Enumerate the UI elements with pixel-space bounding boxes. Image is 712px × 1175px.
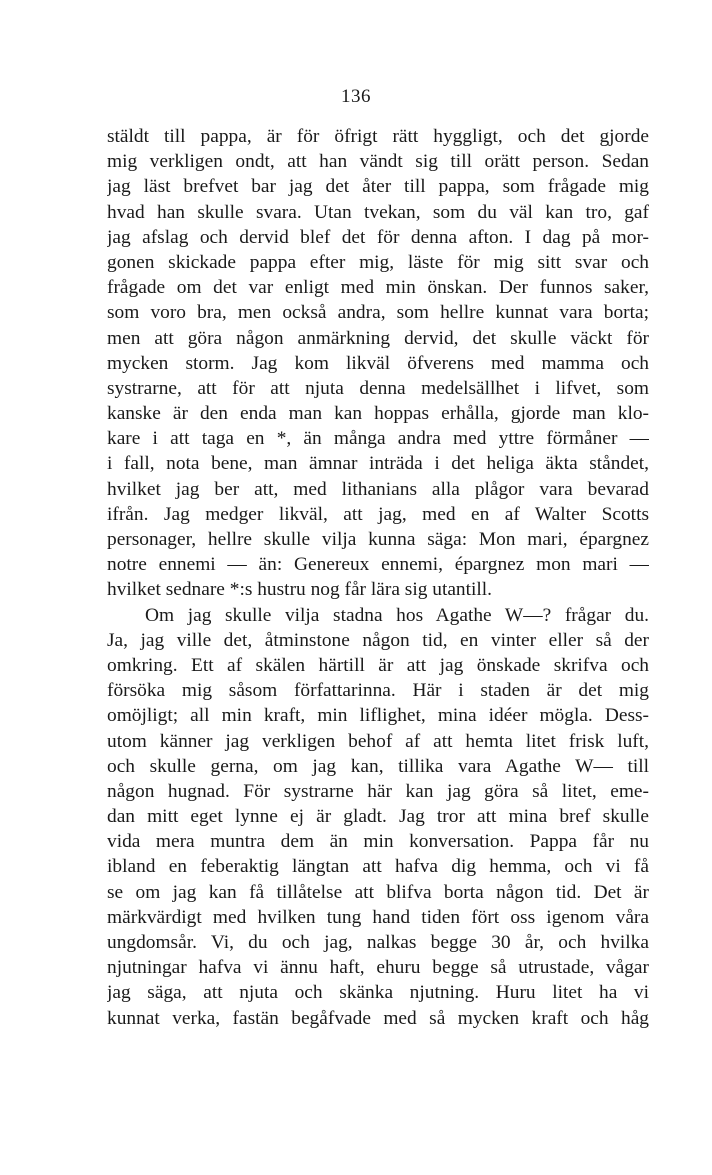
text-line: försöka mig såsom författarinna. Här i staden är det mig	[107, 680, 649, 702]
text-line: Om jag skulle vilja stadna hos Agathe W—? frågar du.	[145, 604, 649, 626]
text-line: men att göra någon anmärkning dervid, det skulle väckt för	[107, 327, 649, 349]
text-line: jag afslag och dervid blef det för denna afton. I dag på mor-	[107, 226, 649, 248]
text-line: se om jag kan få tillåtelse att blifva borta någon tid. Det är	[107, 881, 649, 903]
text-line: ungdomsår. Vi, du och jag, nalkas begge 30 år, och hvilka	[107, 932, 649, 953]
text-line: dan mitt eget lynne ej är gladt. Jag tror att mina bref skulle	[107, 806, 649, 828]
text-line: omkring. Ett af skälen härtill är att jag önskade skrifva och	[107, 654, 649, 676]
text-line: ifrån. Jag medger likväl, att jag, med en af Walter Scotts	[107, 503, 649, 525]
text-line: mycken storm. Jag kom likväl öfverens med mamma och	[107, 352, 649, 374]
text-line: hvad han skulle svara. Utan tvekan, som du väl kan tro, gaf	[107, 201, 649, 223]
text-line: notre ennemi — än: Genereux ennemi, épargnez mon mari —	[107, 554, 649, 576]
paragraph	[107, 124, 649, 603]
text-line: någon hugnad. För systrarne här kan jag göra så litet, eme-	[107, 780, 649, 802]
text-line: gonen skickade pappa efter mig, läste för mig sitt svar och	[107, 251, 649, 273]
page-number: 136	[341, 86, 371, 107]
text-line: systrarne, att för att njuta denna medelsällhet i lifvet, som	[107, 377, 649, 399]
text-line: vida mera muntra dem än min konversation. Pappa får nu	[107, 831, 649, 853]
text-line: personager, hellre skulle vilja kunna säga: Mon mari, épargnez	[107, 529, 649, 550]
text-line: hvilket jag ber att, med lithanians alla plågor vara bevarad	[107, 478, 649, 500]
text-line: jag säga, att njuta och skänka njutning. Huru litet ha vi	[107, 982, 649, 1004]
text-line: utom känner jag verkligen behof af att hemta litet frisk luft,	[107, 730, 649, 752]
text-line: jag läst brefvet bar jag det åter till pappa, som frågade mig	[107, 176, 649, 198]
text-line: märkvärdigt med hvilken tung hand tiden fört oss igenom våra	[107, 906, 649, 928]
text-line: som voro bra, men också andra, som hellre kunnat vara borta;	[107, 302, 649, 324]
text-line: Ja, jag ville det, åtminstone någon tid, en vinter eller så der	[107, 629, 649, 651]
text-line: frågade om det var enligt med min önskan. Der funnos saker,	[107, 277, 649, 299]
paragraph	[107, 603, 649, 1031]
text-line: ibland en feberaktig längtan att hafva dig hemma, och vi få	[107, 856, 649, 878]
text-line: njutningar hafva vi ännu haft, ehuru begge så utrustade, vågar	[107, 957, 649, 979]
text-line: kare i att taga en *, än många andra med yttre förmåner —	[107, 428, 649, 450]
text-line: stäldt till pappa, är för öfrigt rätt hyggligt, och det gjorde	[107, 126, 649, 147]
text-line: i fall, nota bene, man ämnar inträda i det heliga äkta ståndet,	[107, 453, 649, 475]
text-line: kunnat verka, fastän begåfvade med så mycken kraft och håg	[107, 1007, 649, 1029]
text-line: kanske är den enda man kan hoppas erhålla, gjorde man klo-	[107, 403, 649, 425]
text-line: hvilket sednare *:s hustru nog får lära sig utantill.	[107, 579, 493, 601]
text-line: mig verkligen ondt, att han vändt sig till orätt person. Sedan	[107, 151, 649, 173]
body-text	[107, 124, 649, 1031]
text-line: och skulle gerna, om jag kan, tillika vara Agathe W— till	[107, 755, 649, 777]
text-line: omöjligt; all min kraft, min liflighet, mina idéer mögla. Dess-	[107, 705, 649, 727]
